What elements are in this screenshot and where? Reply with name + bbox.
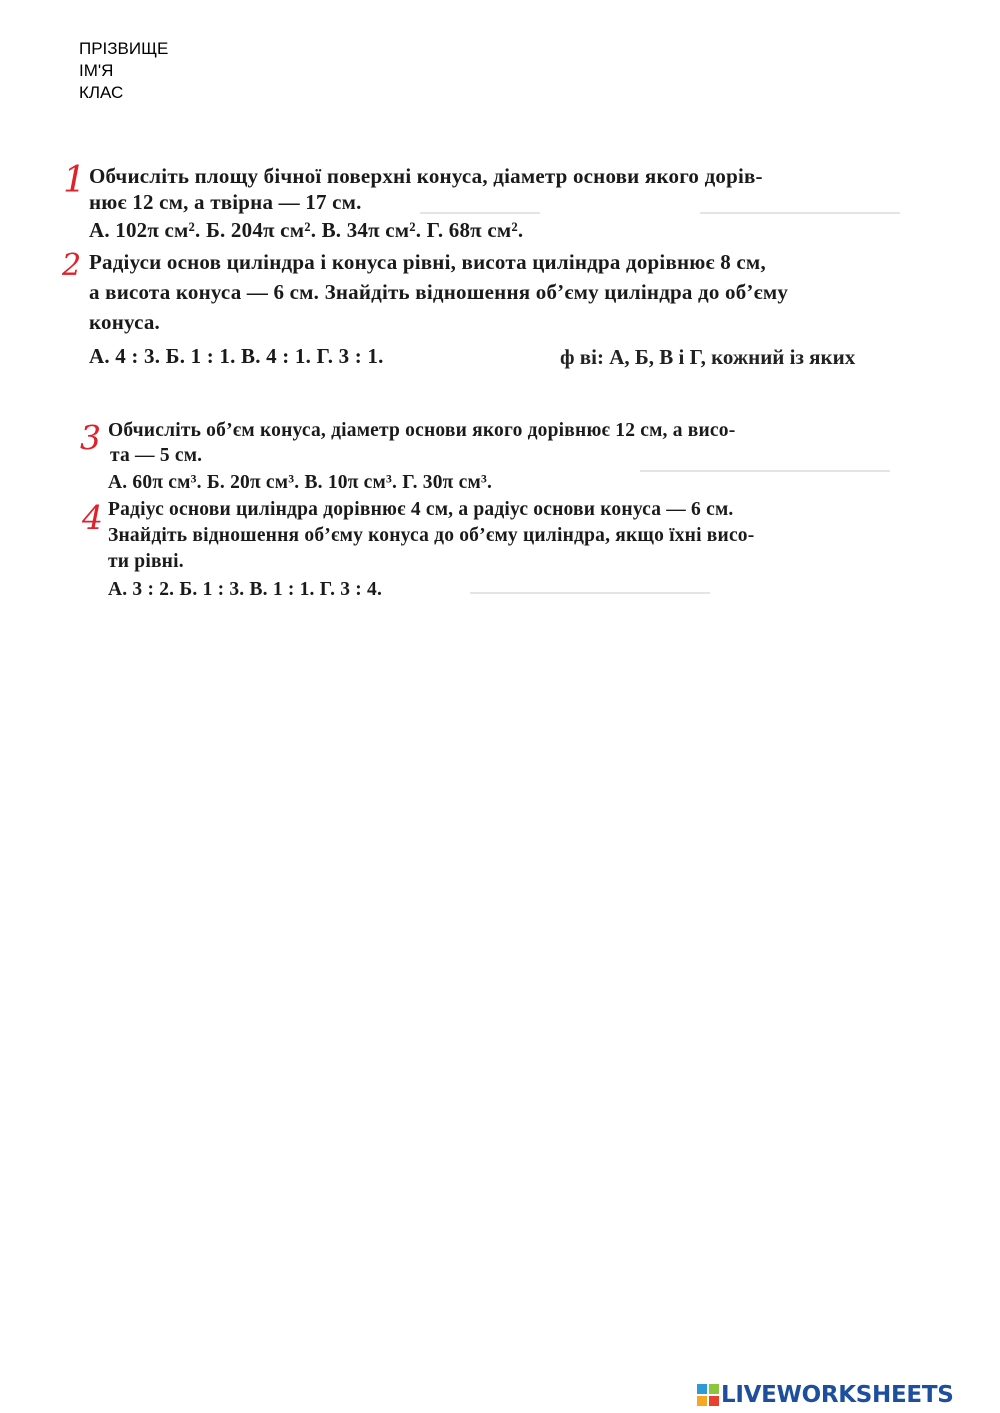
name-label: ІМ'Я [79,61,114,80]
handwritten-number-2: 2 [62,248,82,283]
brand-name: LIVEWORKSHEETS [721,1382,954,1408]
cut-off-text-line [560,345,930,373]
task-1-answers: А. 102π см². Б. 204π см². В. 34π см². Г. 68π см². [89,218,524,242]
task-3-line-2: та — 5 см. [110,445,203,466]
task-4-line-3: ти рівні. [108,551,184,572]
cut-off-text: ф ві: А, Б, В і Г, кожний із яких [560,345,856,369]
task-4-answers: А. 3 : 2. Б. 1 : 3. В. 1 : 1. Г. 3 : 4. [108,579,383,600]
task-2-line-2: а висота конуса — 6 см. Знайдіть відношення об’єму циліндра до об’єму [89,280,789,304]
handwritten-number-4: 4 [82,498,103,537]
task-2-answers: А. 4 : 3. Б. 1 : 1. В. 4 : 1. Г. 3 : 1. [89,344,384,368]
task-3-line-1: Обчисліть об’єм конуса, діаметр основи якого дорівнює 12 см, а висо- [108,420,736,441]
surname-label: ПРІЗВИЩЕ [79,39,169,58]
task-3 [108,418,735,495]
task-2-line-1: Радіуси основ циліндра і конуса рівні, висота циліндра дорівнює 8 см, [89,250,766,274]
liveworksheets-logo [697,1378,953,1412]
task-1-line-2: нює 12 см, а твірна — 17 см. [89,190,362,214]
handwritten-number-3: 3 [80,418,101,457]
student-info-header [79,38,168,104]
class-label: КЛАС [79,83,124,102]
task-4-line-1: Радіус основи циліндра дорівнює 4 см, а радіус основи конуса — 6 см. [108,499,734,520]
task-2-line-3: конуса. [89,310,161,334]
task-4-line-2: Знайдіть відношення об’єму конуса до об’єму циліндра, якщо їхні висо- [108,525,755,546]
task-3-answers: А. 60π см³. Б. 20π см³. В. 10π см³. Г. 30π см³. [108,472,493,493]
task-4 [108,497,754,603]
task-1-line-1: Обчисліть площу бічної поверхні конуса, діаметр основи якого дорів- [89,164,763,188]
handwritten-number-1: 1 [63,160,86,201]
task-1 [89,163,763,243]
liveworksheets-logo-icon [697,1384,719,1406]
